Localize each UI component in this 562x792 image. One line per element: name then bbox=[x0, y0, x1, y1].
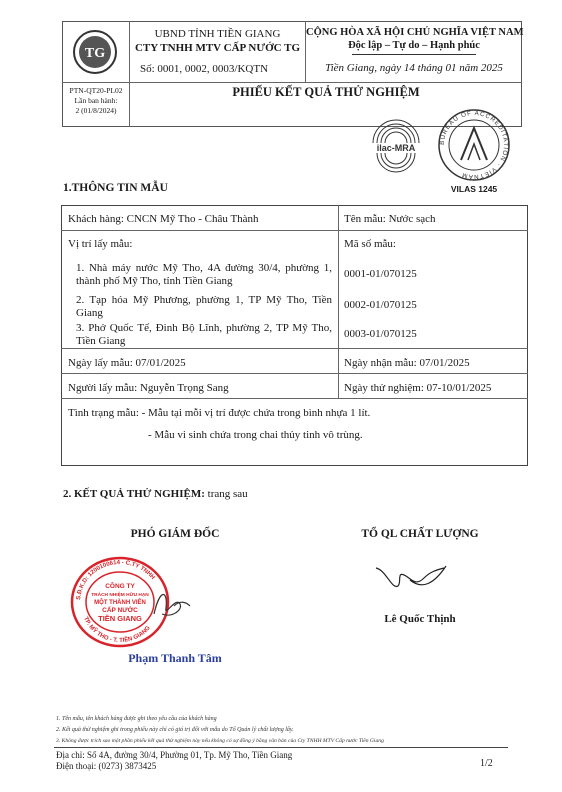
section2-line bbox=[63, 488, 248, 500]
sample-condition-1: Tình trạng mẫu: - Mẫu tại mỗi vị trí được chứa trong bình nhựa 1 lít. bbox=[68, 407, 371, 419]
doc-number: Số: 0001, 0002, 0003/KQTN bbox=[140, 63, 269, 75]
motto-underline bbox=[352, 54, 476, 55]
stamp-line-1: CÔNG TY bbox=[105, 583, 135, 590]
footer-address: Địa chỉ: Số 4A, đường 30/4, Phường 01, Tp. Mỹ Tho, Tiền Giang bbox=[56, 750, 293, 760]
seal-text: BUREAU OF ACCREDITATION · VIETNAM bbox=[438, 109, 510, 181]
date-line: Tiền Giang, ngày 14 tháng 01 năm 2025 bbox=[325, 62, 503, 74]
org-name: CTY TNHH MTV CẤP NƯỚC TG bbox=[134, 42, 301, 54]
sample-code-3: 0003-01/070125 bbox=[344, 328, 417, 340]
ilac-text: ilac-MRA bbox=[376, 143, 416, 153]
sample-code-1: 0001-01/070125 bbox=[344, 268, 417, 280]
stamp-line-3: MỘT THÀNH VIÊN bbox=[94, 600, 146, 606]
right-signer-name: Lê Quốc Thịnh bbox=[384, 613, 456, 625]
section2-suffix: trang sau bbox=[207, 488, 248, 500]
section1-heading: 1.THÔNG TIN MẪU bbox=[63, 182, 168, 194]
boa-seal bbox=[437, 108, 511, 182]
company-logo bbox=[72, 29, 118, 75]
left-signer-name: Phạm Thanh Tâm bbox=[128, 651, 222, 665]
sampling-date: Ngày lấy mẫu: 07/01/2025 bbox=[68, 357, 186, 369]
edition-value: 2 (01/8/2024) bbox=[75, 106, 117, 115]
footnote-3: 3. Không được trích sao một phần phiếu kết quả thử nghiệm này nếu không có sự đồng ý bằng văn bản của Cty TNHH MTV Cấp nước Tiền Giang bbox=[56, 738, 384, 744]
left-signer-title: PHÓ GIÁM ĐỐC bbox=[130, 528, 220, 540]
location-item-2: 2. Tạp hóa Mỹ Phương, phường 1, TP Mỹ Tho, Tiền Giang bbox=[76, 294, 332, 319]
footer-rule bbox=[54, 747, 508, 748]
footer-phone: Điện thoại: (0273) 3873425 bbox=[56, 761, 157, 771]
sample-code-label: Mã số mẫu: bbox=[344, 238, 396, 250]
logo-text: TG bbox=[84, 46, 106, 61]
vilas-code: VILAS 1245 bbox=[450, 184, 498, 194]
right-signer-title: TỔ QL CHẤT LƯỢNG bbox=[361, 528, 479, 540]
stamp-line-5: TIỀN GIANG bbox=[98, 614, 142, 623]
sampler: Người lấy mẫu: Nguyễn Trọng Sang bbox=[68, 382, 229, 394]
motto: Độc lập – Tự do – Hạnh phúc bbox=[348, 40, 480, 51]
footnote-1: 1. Tên mẫu, tên khách hàng được ghi theo yêu cầu của khách hàng bbox=[56, 716, 217, 722]
test-date: Ngày thử nghiệm: 07-10/01/2025 bbox=[344, 382, 492, 394]
form-code: PTN-QT20-PL02 bbox=[69, 86, 123, 95]
stamp-line-2: TRÁCH NHIỆM HỮU HẠN bbox=[91, 593, 149, 598]
left-signature bbox=[150, 584, 194, 624]
location-item-1: 1. Nhà máy nước Mỹ Tho, 4A đường 30/4, phường 1, thành phố Mỹ Tho, tỉnh Tiền Giang bbox=[76, 262, 332, 287]
footnote-2: 2. Kết quả thử nghiệm ghi trong phiếu này chỉ có giá trị đối với mẫu do Tổ Quản lý chất lượng lấy. bbox=[56, 727, 294, 733]
section2-heading: 2. KẾT QUẢ THỬ NGHIỆM: bbox=[63, 488, 205, 500]
right-signature bbox=[370, 560, 450, 596]
country-name: CỘNG HÒA XÃ HỘI CHỦ NGHĨA VIỆT NAM bbox=[306, 27, 524, 38]
location-item-3: 3. Phở Quốc Tế, Đinh Bộ Lĩnh, phường 2, TP Mỹ Tho, Tiền Giang bbox=[76, 322, 332, 347]
sample-condition-2: - Mẫu vi sinh chứa trong chai thủy tinh vô trùng. bbox=[148, 429, 363, 441]
document-title: PHIẾU KẾT QUẢ THỬ NGHIỆM bbox=[232, 85, 420, 99]
edition-label: Lần ban hành: bbox=[74, 96, 118, 105]
stamp-outer-text: S.Đ.K.D: 1200100614 - C.TY TNHH bbox=[76, 559, 156, 601]
stamp-bottom-text: TP. MỸ THO - T. TIỀN GIANG bbox=[82, 616, 152, 645]
receipt-date: Ngày nhận mẫu: 07/01/2025 bbox=[344, 357, 470, 369]
sample-code-2: 0002-01/070125 bbox=[344, 299, 417, 311]
page-number: 1/2 bbox=[480, 758, 493, 769]
sample-name-cell: Tên mẫu: Nước sạch bbox=[344, 213, 436, 225]
customer-cell: Khách hàng: CNCN Mỹ Tho - Châu Thành bbox=[68, 213, 259, 225]
stamp-line-4: CẤP NƯỚC bbox=[102, 607, 138, 614]
ilac-mra-logo bbox=[365, 113, 427, 175]
location-label: Vị trí lấy mẫu: bbox=[68, 238, 133, 250]
org-parent: UBND TỈNH TIỀN GIANG bbox=[154, 28, 281, 40]
